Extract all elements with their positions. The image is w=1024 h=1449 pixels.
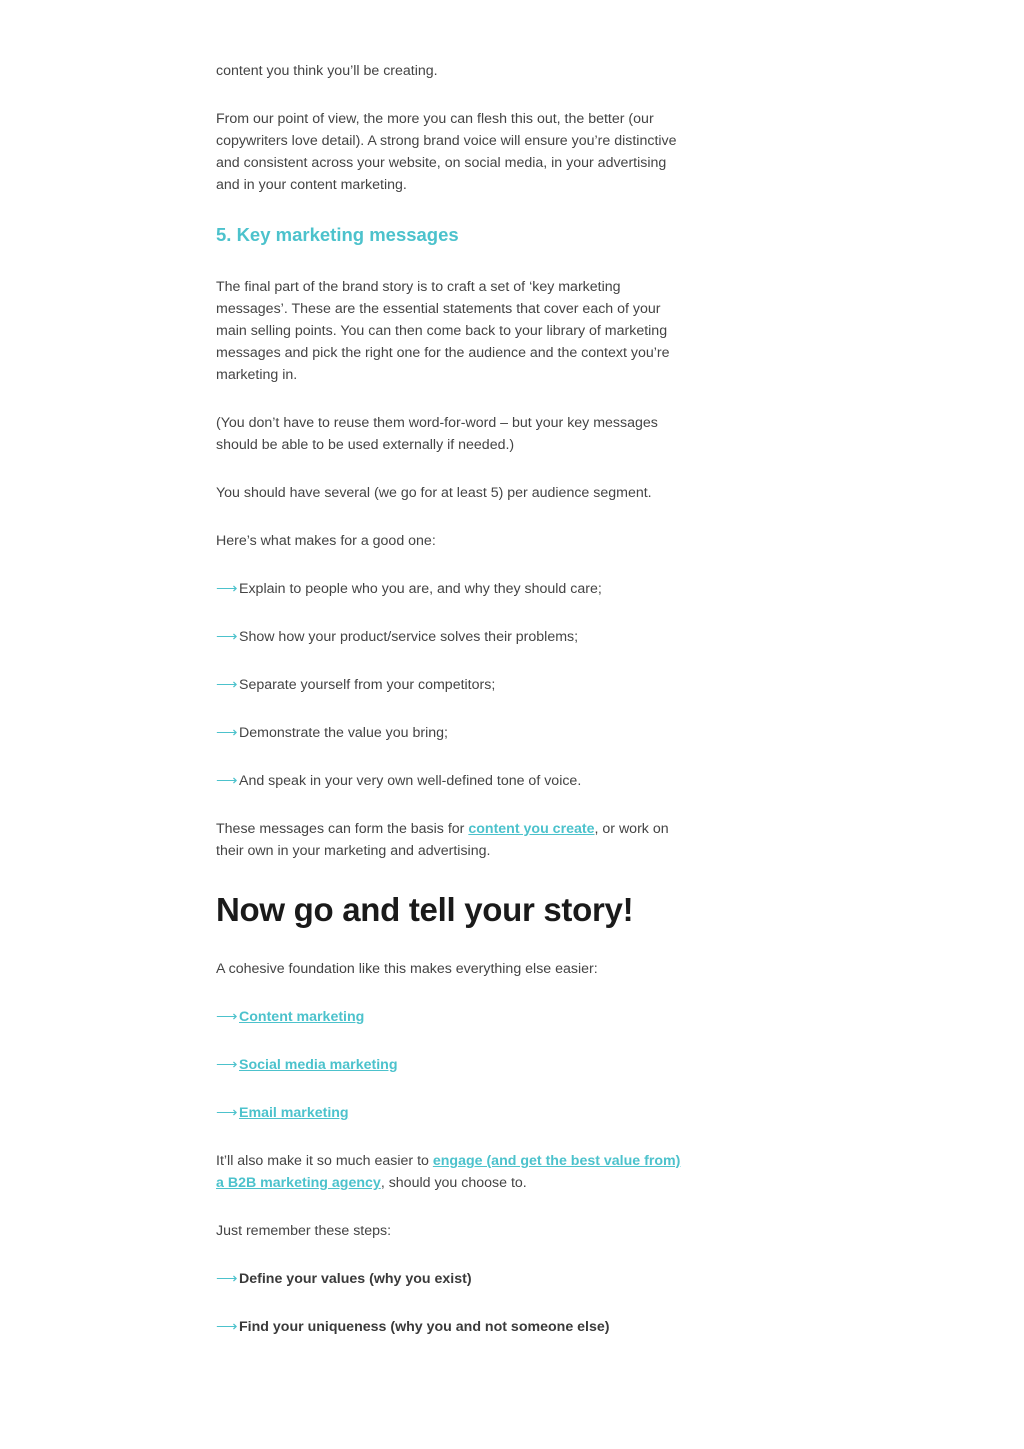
arrow-right-icon: ⟶ (216, 724, 238, 741)
social-media-marketing-link[interactable]: Social media marketing (239, 1057, 398, 1073)
arrow-right-icon: ⟶ (216, 676, 238, 693)
list-item (216, 1006, 686, 1028)
step-text: Find your uniqueness (why you and not someone else) (239, 1319, 610, 1335)
list-item (216, 578, 686, 600)
content-you-create-link[interactable]: content you create (468, 821, 595, 837)
step-text: Define your values (why you exist) (239, 1271, 472, 1287)
paragraph-key-messages-intro: The final part of the brand story is to craft a set of ‘key marketing messages’. These are the essential statements that cover each of your main selling points. You can then come back to your library of marketing messages and pick the right one for the audience and the context you’re marketing in. (216, 279, 670, 383)
paragraph-text: It’ll also make it so much easier to (216, 1153, 433, 1169)
paragraph-audience-segment: You should have several (we go for at least 5) per audience segment. (216, 485, 652, 501)
paragraph-key-messages-note: (You don’t have to reuse them word-for-word – but your key messages should be able to be used externally if needed.) (216, 415, 658, 453)
section-heading-tell-your-story: Now go and tell your story! (216, 891, 634, 928)
list-item (216, 1054, 686, 1076)
marketing-links-list (216, 1006, 686, 1124)
arrow-right-icon: ⟶ (216, 1270, 238, 1287)
list-item (216, 722, 686, 744)
list-item-text: And speak in your very own well-defined tone of voice. (239, 773, 582, 789)
arrow-right-icon: ⟶ (216, 628, 238, 645)
good-message-list (216, 578, 686, 792)
intro-line: content you think you’ll be creating. (216, 63, 438, 79)
paragraph-cohesive-foundation: A cohesive foundation like this makes everything else easier: (216, 961, 598, 977)
list-item (216, 1102, 686, 1124)
arrow-right-icon: ⟶ (216, 1318, 238, 1335)
paragraph-point-of-view: From our point of view, the more you can flesh this out, the better (our copywriters love detail). A strong brand voice will ensure you’re distinctive and consistent across your website, on social media, in your advertising and in your content marketing. (216, 111, 677, 193)
arrow-right-icon: ⟶ (216, 580, 238, 597)
arrow-right-icon: ⟶ (216, 1008, 238, 1025)
section-heading-key-marketing-messages: 5. Key marketing messages (216, 224, 459, 245)
paragraph-messages-basis (216, 818, 686, 862)
list-item-text: Show how your product/service solves their problems; (239, 629, 579, 645)
steps-list (216, 1268, 686, 1338)
list-item (216, 1316, 686, 1338)
paragraph-text: , should you choose to. (380, 1175, 527, 1191)
paragraph-agency (216, 1150, 686, 1194)
paragraph-remember-steps: Just remember these steps: (216, 1223, 392, 1239)
list-item-text: Explain to people who you are, and why they should care; (239, 581, 602, 597)
email-marketing-link[interactable]: Email marketing (239, 1105, 349, 1121)
list-item (216, 1268, 686, 1290)
list-item (216, 674, 686, 696)
paragraph-text: , or work on their own in your marketing and advertising. (216, 821, 669, 859)
paragraph-text: These messages can form the basis for (216, 821, 469, 837)
article-body (216, 60, 686, 1364)
list-item-text: Separate yourself from your competitors; (239, 677, 496, 693)
arrow-right-icon: ⟶ (216, 772, 238, 789)
list-item (216, 770, 686, 792)
list-item (216, 626, 686, 648)
content-marketing-link[interactable]: Content marketing (239, 1009, 365, 1025)
arrow-right-icon: ⟶ (216, 1056, 238, 1073)
list-item-text: Demonstrate the value you bring; (239, 725, 448, 741)
arrow-right-icon: ⟶ (216, 1104, 238, 1121)
b2b-agency-link[interactable]: engage (and get the best value from) a B2B marketing agency (216, 1153, 681, 1191)
paragraph-good-one: Here’s what makes for a good one: (216, 533, 436, 549)
